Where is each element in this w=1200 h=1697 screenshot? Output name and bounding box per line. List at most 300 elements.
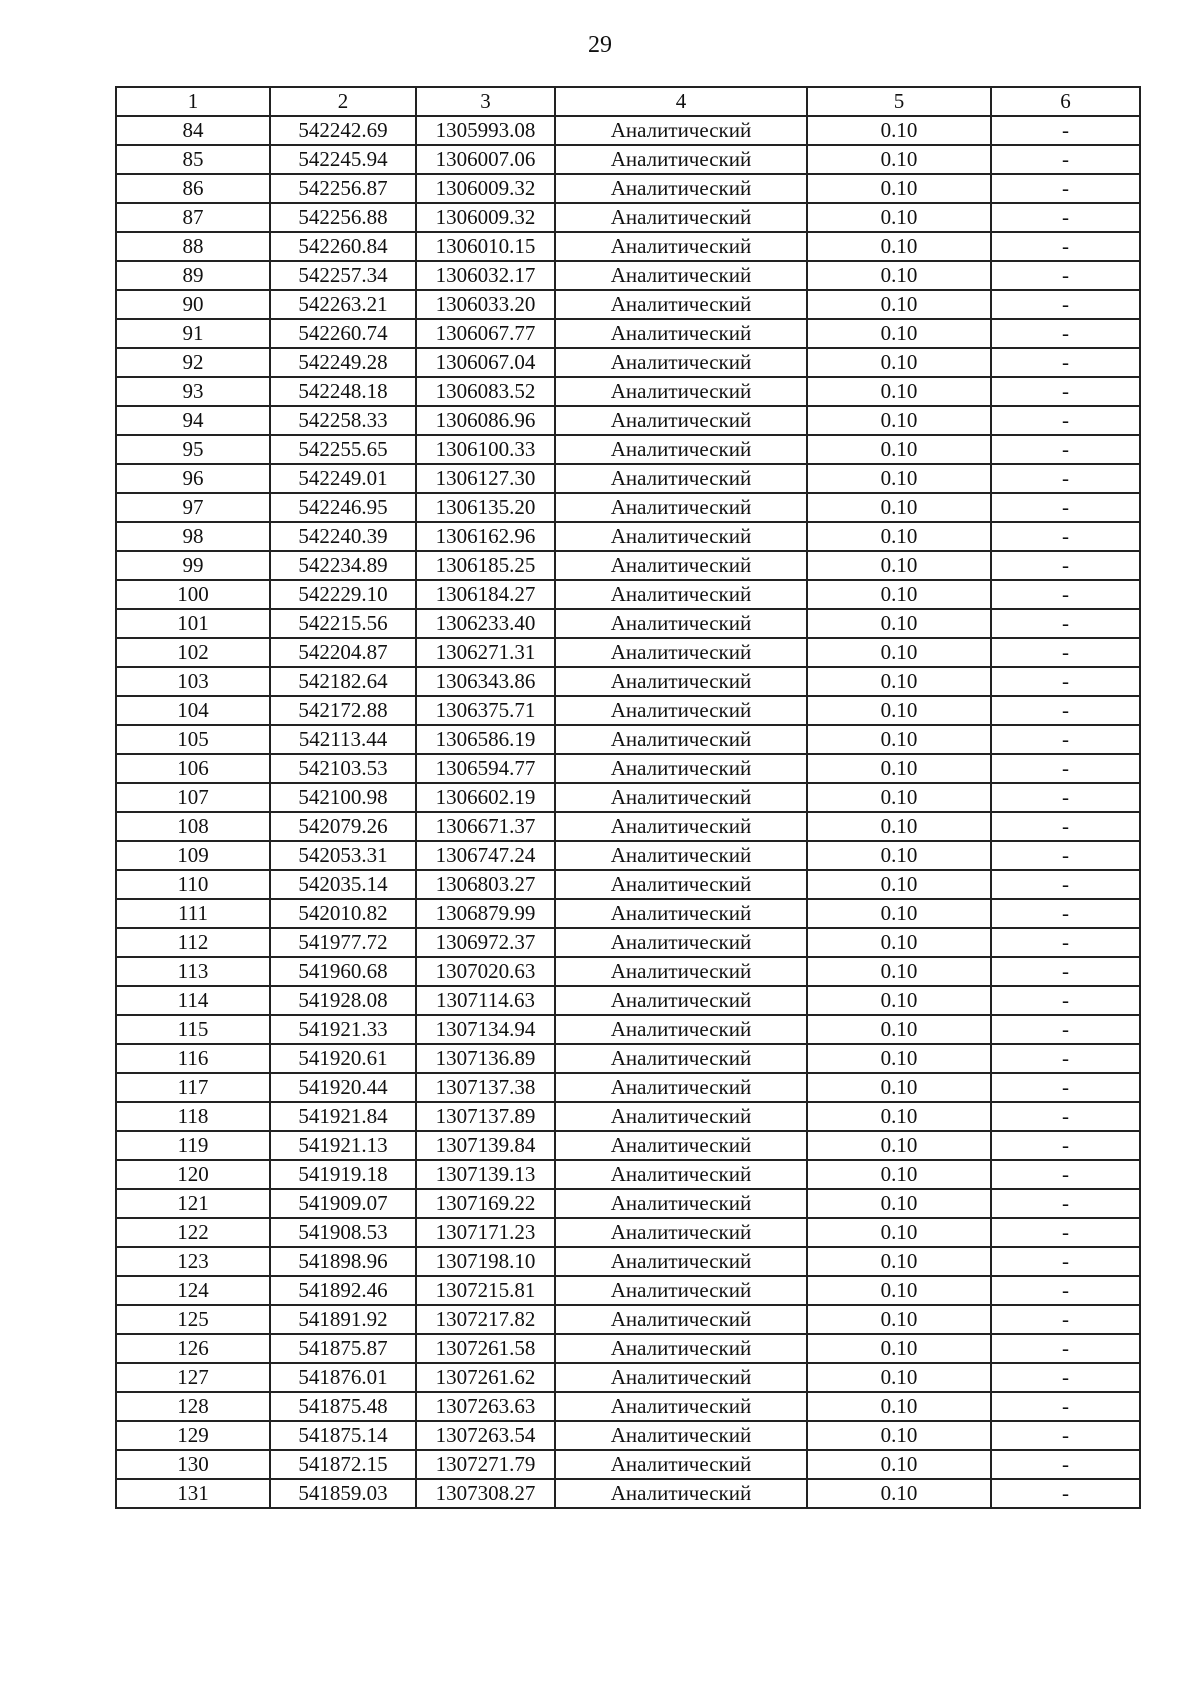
point-number-cell: 95 [116,435,270,464]
y-coordinate-cell: 1306184.27 [416,580,555,609]
method-cell: Аналитический [555,232,807,261]
point-number-cell: 93 [116,377,270,406]
accuracy-cell: 0.10 [807,754,991,783]
y-coordinate-cell: 1306747.24 [416,841,555,870]
accuracy-cell: 0.10 [807,1392,991,1421]
method-cell: Аналитический [555,1102,807,1131]
point-number-cell: 111 [116,899,270,928]
point-number-cell: 113 [116,957,270,986]
accuracy-cell: 0.10 [807,725,991,754]
note-cell: - [991,986,1140,1015]
table-row [116,1073,1140,1102]
point-number-cell: 98 [116,522,270,551]
accuracy-cell: 0.10 [807,1218,991,1247]
y-coordinate-cell: 1307217.82 [416,1305,555,1334]
accuracy-cell: 0.10 [807,638,991,667]
method-cell: Аналитический [555,348,807,377]
point-number-cell: 114 [116,986,270,1015]
accuracy-cell: 0.10 [807,1334,991,1363]
table-row [116,319,1140,348]
accuracy-cell: 0.10 [807,1102,991,1131]
x-coordinate-cell: 542229.10 [270,580,416,609]
y-coordinate-cell: 1307136.89 [416,1044,555,1073]
table-row [116,1392,1140,1421]
method-cell: Аналитический [555,899,807,928]
method-cell: Аналитический [555,1073,807,1102]
note-cell: - [991,464,1140,493]
x-coordinate-cell: 541921.84 [270,1102,416,1131]
point-number-cell: 110 [116,870,270,899]
method-cell: Аналитический [555,1189,807,1218]
y-coordinate-cell: 1307261.62 [416,1363,555,1392]
point-number-cell: 115 [116,1015,270,1044]
y-coordinate-cell: 1307215.81 [416,1276,555,1305]
accuracy-cell: 0.10 [807,1015,991,1044]
x-coordinate-cell: 541892.46 [270,1276,416,1305]
note-cell: - [991,1479,1140,1508]
method-cell: Аналитический [555,638,807,667]
table-header [116,87,1140,116]
table-row [116,1450,1140,1479]
method-cell: Аналитический [555,725,807,754]
table-row [116,957,1140,986]
header-cell: 1 [116,87,270,116]
note-cell: - [991,783,1140,812]
note-cell: - [991,1044,1140,1073]
note-cell: - [991,667,1140,696]
method-cell: Аналитический [555,1450,807,1479]
method-cell: Аналитический [555,1160,807,1189]
x-coordinate-cell: 542260.74 [270,319,416,348]
table-row [116,116,1140,145]
note-cell: - [991,290,1140,319]
x-coordinate-cell: 541859.03 [270,1479,416,1508]
point-number-cell: 128 [116,1392,270,1421]
x-coordinate-cell: 541921.13 [270,1131,416,1160]
table-row [116,609,1140,638]
table-row [116,783,1140,812]
table-row [116,1334,1140,1363]
y-coordinate-cell: 1306879.99 [416,899,555,928]
x-coordinate-cell: 541891.92 [270,1305,416,1334]
table-row [116,1276,1140,1305]
x-coordinate-cell: 542182.64 [270,667,416,696]
x-coordinate-cell: 542258.33 [270,406,416,435]
x-coordinate-cell: 541909.07 [270,1189,416,1218]
y-coordinate-cell: 1307308.27 [416,1479,555,1508]
y-coordinate-cell: 1306972.37 [416,928,555,957]
point-number-cell: 94 [116,406,270,435]
note-cell: - [991,928,1140,957]
accuracy-cell: 0.10 [807,1421,991,1450]
point-number-cell: 119 [116,1131,270,1160]
accuracy-cell: 0.10 [807,493,991,522]
method-cell: Аналитический [555,493,807,522]
accuracy-cell: 0.10 [807,667,991,696]
table-row [116,435,1140,464]
point-number-cell: 103 [116,667,270,696]
table-body [116,116,1140,1508]
x-coordinate-cell: 541875.14 [270,1421,416,1450]
accuracy-cell: 0.10 [807,290,991,319]
y-coordinate-cell: 1306594.77 [416,754,555,783]
accuracy-cell: 0.10 [807,812,991,841]
accuracy-cell: 0.10 [807,406,991,435]
note-cell: - [991,841,1140,870]
y-coordinate-cell: 1306009.32 [416,203,555,232]
method-cell: Аналитический [555,609,807,638]
accuracy-cell: 0.10 [807,232,991,261]
table-row [116,1160,1140,1189]
accuracy-cell: 0.10 [807,1247,991,1276]
x-coordinate-cell: 542248.18 [270,377,416,406]
method-cell: Аналитический [555,1305,807,1334]
accuracy-cell: 0.10 [807,377,991,406]
method-cell: Аналитический [555,841,807,870]
accuracy-cell: 0.10 [807,174,991,203]
accuracy-cell: 0.10 [807,957,991,986]
point-number-cell: 96 [116,464,270,493]
y-coordinate-cell: 1306602.19 [416,783,555,812]
y-coordinate-cell: 1307137.89 [416,1102,555,1131]
y-coordinate-cell: 1306185.25 [416,551,555,580]
y-coordinate-cell: 1305993.08 [416,116,555,145]
x-coordinate-cell: 541920.61 [270,1044,416,1073]
x-coordinate-cell: 541875.87 [270,1334,416,1363]
note-cell: - [991,551,1140,580]
point-number-cell: 116 [116,1044,270,1073]
point-number-cell: 121 [116,1189,270,1218]
x-coordinate-cell: 541876.01 [270,1363,416,1392]
table-row [116,203,1140,232]
method-cell: Аналитический [555,870,807,899]
table-row [116,841,1140,870]
method-cell: Аналитический [555,435,807,464]
x-coordinate-cell: 542113.44 [270,725,416,754]
accuracy-cell: 0.10 [807,1131,991,1160]
method-cell: Аналитический [555,580,807,609]
x-coordinate-cell: 541921.33 [270,1015,416,1044]
note-cell: - [991,1421,1140,1450]
point-number-cell: 88 [116,232,270,261]
point-number-cell: 105 [116,725,270,754]
method-cell: Аналитический [555,986,807,1015]
accuracy-cell: 0.10 [807,1276,991,1305]
x-coordinate-cell: 541875.48 [270,1392,416,1421]
y-coordinate-cell: 1306083.52 [416,377,555,406]
accuracy-cell: 0.10 [807,899,991,928]
x-coordinate-cell: 541872.15 [270,1450,416,1479]
point-number-cell: 86 [116,174,270,203]
note-cell: - [991,696,1140,725]
table-row [116,1363,1140,1392]
table-row [116,1218,1140,1247]
method-cell: Аналитический [555,203,807,232]
y-coordinate-cell: 1307139.84 [416,1131,555,1160]
accuracy-cell: 0.10 [807,1450,991,1479]
point-number-cell: 87 [116,203,270,232]
method-cell: Аналитический [555,1421,807,1450]
note-cell: - [991,1218,1140,1247]
y-coordinate-cell: 1306135.20 [416,493,555,522]
accuracy-cell: 0.10 [807,928,991,957]
method-cell: Аналитический [555,290,807,319]
x-coordinate-cell: 542053.31 [270,841,416,870]
accuracy-cell: 0.10 [807,435,991,464]
accuracy-cell: 0.10 [807,203,991,232]
x-coordinate-cell: 542249.01 [270,464,416,493]
y-coordinate-cell: 1307263.54 [416,1421,555,1450]
table-row [116,638,1140,667]
note-cell: - [991,435,1140,464]
table-row [116,870,1140,899]
method-cell: Аналитический [555,1363,807,1392]
method-cell: Аналитический [555,1276,807,1305]
table-row [116,1189,1140,1218]
note-cell: - [991,1450,1140,1479]
y-coordinate-cell: 1307271.79 [416,1450,555,1479]
y-coordinate-cell: 1306127.30 [416,464,555,493]
note-cell: - [991,1015,1140,1044]
x-coordinate-cell: 542035.14 [270,870,416,899]
table-row [116,812,1140,841]
table-row [116,754,1140,783]
point-number-cell: 107 [116,783,270,812]
accuracy-cell: 0.10 [807,145,991,174]
table-row [116,551,1140,580]
note-cell: - [991,522,1140,551]
accuracy-cell: 0.10 [807,783,991,812]
table-row [116,261,1140,290]
table-row [116,725,1140,754]
table-row [116,1305,1140,1334]
method-cell: Аналитический [555,754,807,783]
note-cell: - [991,870,1140,899]
point-number-cell: 124 [116,1276,270,1305]
x-coordinate-cell: 541977.72 [270,928,416,957]
y-coordinate-cell: 1307137.38 [416,1073,555,1102]
point-number-cell: 120 [116,1160,270,1189]
method-cell: Аналитический [555,1392,807,1421]
note-cell: - [991,1131,1140,1160]
method-cell: Аналитический [555,464,807,493]
table-row [116,696,1140,725]
point-number-cell: 129 [116,1421,270,1450]
header-cell: 6 [991,87,1140,116]
y-coordinate-cell: 1306032.17 [416,261,555,290]
table-row [116,928,1140,957]
y-coordinate-cell: 1307134.94 [416,1015,555,1044]
accuracy-cell: 0.10 [807,609,991,638]
point-number-cell: 104 [116,696,270,725]
note-cell: - [991,638,1140,667]
note-cell: - [991,1102,1140,1131]
method-cell: Аналитический [555,1218,807,1247]
table-row [116,232,1140,261]
method-cell: Аналитический [555,551,807,580]
x-coordinate-cell: 542245.94 [270,145,416,174]
y-coordinate-cell: 1307261.58 [416,1334,555,1363]
method-cell: Аналитический [555,667,807,696]
note-cell: - [991,348,1140,377]
header-cell: 5 [807,87,991,116]
method-cell: Аналитический [555,377,807,406]
y-coordinate-cell: 1306343.86 [416,667,555,696]
method-cell: Аналитический [555,116,807,145]
accuracy-cell: 0.10 [807,1044,991,1073]
note-cell: - [991,116,1140,145]
y-coordinate-cell: 1306067.04 [416,348,555,377]
method-cell: Аналитический [555,174,807,203]
note-cell: - [991,1363,1140,1392]
note-cell: - [991,174,1140,203]
table-row [116,406,1140,435]
table-row [116,1015,1140,1044]
method-cell: Аналитический [555,1131,807,1160]
note-cell: - [991,580,1140,609]
note-cell: - [991,754,1140,783]
accuracy-cell: 0.10 [807,116,991,145]
y-coordinate-cell: 1306586.19 [416,725,555,754]
note-cell: - [991,1276,1140,1305]
note-cell: - [991,1189,1140,1218]
y-coordinate-cell: 1306803.27 [416,870,555,899]
x-coordinate-cell: 541920.44 [270,1073,416,1102]
note-cell: - [991,377,1140,406]
note-cell: - [991,1073,1140,1102]
note-cell: - [991,145,1140,174]
point-number-cell: 84 [116,116,270,145]
x-coordinate-cell: 542242.69 [270,116,416,145]
x-coordinate-cell: 542103.53 [270,754,416,783]
y-coordinate-cell: 1307114.63 [416,986,555,1015]
method-cell: Аналитический [555,928,807,957]
note-cell: - [991,493,1140,522]
accuracy-cell: 0.10 [807,261,991,290]
x-coordinate-cell: 542215.56 [270,609,416,638]
header-cell: 3 [416,87,555,116]
x-coordinate-cell: 542010.82 [270,899,416,928]
x-coordinate-cell: 541898.96 [270,1247,416,1276]
method-cell: Аналитический [555,1479,807,1508]
method-cell: Аналитический [555,1334,807,1363]
accuracy-cell: 0.10 [807,580,991,609]
note-cell: - [991,1392,1140,1421]
point-number-cell: 112 [116,928,270,957]
accuracy-cell: 0.10 [807,1160,991,1189]
x-coordinate-cell: 542204.87 [270,638,416,667]
x-coordinate-cell: 542249.28 [270,348,416,377]
y-coordinate-cell: 1306067.77 [416,319,555,348]
table-row [116,1044,1140,1073]
point-number-cell: 90 [116,290,270,319]
accuracy-cell: 0.10 [807,1363,991,1392]
x-coordinate-cell: 542256.87 [270,174,416,203]
y-coordinate-cell: 1307263.63 [416,1392,555,1421]
table-row [116,348,1140,377]
x-coordinate-cell: 541908.53 [270,1218,416,1247]
table-row [116,1247,1140,1276]
y-coordinate-cell: 1307139.13 [416,1160,555,1189]
header-cell: 2 [270,87,416,116]
y-coordinate-cell: 1306009.32 [416,174,555,203]
y-coordinate-cell: 1306375.71 [416,696,555,725]
table-row [116,174,1140,203]
method-cell: Аналитический [555,261,807,290]
y-coordinate-cell: 1306162.96 [416,522,555,551]
point-number-cell: 118 [116,1102,270,1131]
accuracy-cell: 0.10 [807,1189,991,1218]
point-number-cell: 117 [116,1073,270,1102]
table-row [116,1102,1140,1131]
method-cell: Аналитический [555,522,807,551]
y-coordinate-cell: 1306100.33 [416,435,555,464]
y-coordinate-cell: 1306271.31 [416,638,555,667]
point-number-cell: 131 [116,1479,270,1508]
y-coordinate-cell: 1306233.40 [416,609,555,638]
note-cell: - [991,1334,1140,1363]
x-coordinate-cell: 542079.26 [270,812,416,841]
method-cell: Аналитический [555,319,807,348]
point-number-cell: 89 [116,261,270,290]
accuracy-cell: 0.10 [807,1073,991,1102]
y-coordinate-cell: 1307020.63 [416,957,555,986]
point-number-cell: 109 [116,841,270,870]
table-row [116,290,1140,319]
accuracy-cell: 0.10 [807,986,991,1015]
x-coordinate-cell: 542263.21 [270,290,416,319]
method-cell: Аналитический [555,145,807,174]
table-row [116,667,1140,696]
point-number-cell: 130 [116,1450,270,1479]
x-coordinate-cell: 542240.39 [270,522,416,551]
point-number-cell: 85 [116,145,270,174]
x-coordinate-cell: 541919.18 [270,1160,416,1189]
table-row [116,493,1140,522]
table-row [116,464,1140,493]
table-row [116,580,1140,609]
point-number-cell: 91 [116,319,270,348]
method-cell: Аналитический [555,1015,807,1044]
accuracy-cell: 0.10 [807,841,991,870]
y-coordinate-cell: 1306086.96 [416,406,555,435]
coordinates-table [115,86,1141,1509]
y-coordinate-cell: 1306007.06 [416,145,555,174]
method-cell: Аналитический [555,783,807,812]
note-cell: - [991,812,1140,841]
point-number-cell: 99 [116,551,270,580]
point-number-cell: 92 [116,348,270,377]
point-number-cell: 126 [116,1334,270,1363]
header-row [116,87,1140,116]
point-number-cell: 101 [116,609,270,638]
point-number-cell: 122 [116,1218,270,1247]
accuracy-cell: 0.10 [807,551,991,580]
point-number-cell: 97 [116,493,270,522]
accuracy-cell: 0.10 [807,696,991,725]
table-row [116,522,1140,551]
y-coordinate-cell: 1307198.10 [416,1247,555,1276]
y-coordinate-cell: 1307169.22 [416,1189,555,1218]
y-coordinate-cell: 1307171.23 [416,1218,555,1247]
table-row [116,1421,1140,1450]
y-coordinate-cell: 1306010.15 [416,232,555,261]
method-cell: Аналитический [555,957,807,986]
x-coordinate-cell: 541928.08 [270,986,416,1015]
table-row [116,1479,1140,1508]
point-number-cell: 106 [116,754,270,783]
table-row [116,986,1140,1015]
